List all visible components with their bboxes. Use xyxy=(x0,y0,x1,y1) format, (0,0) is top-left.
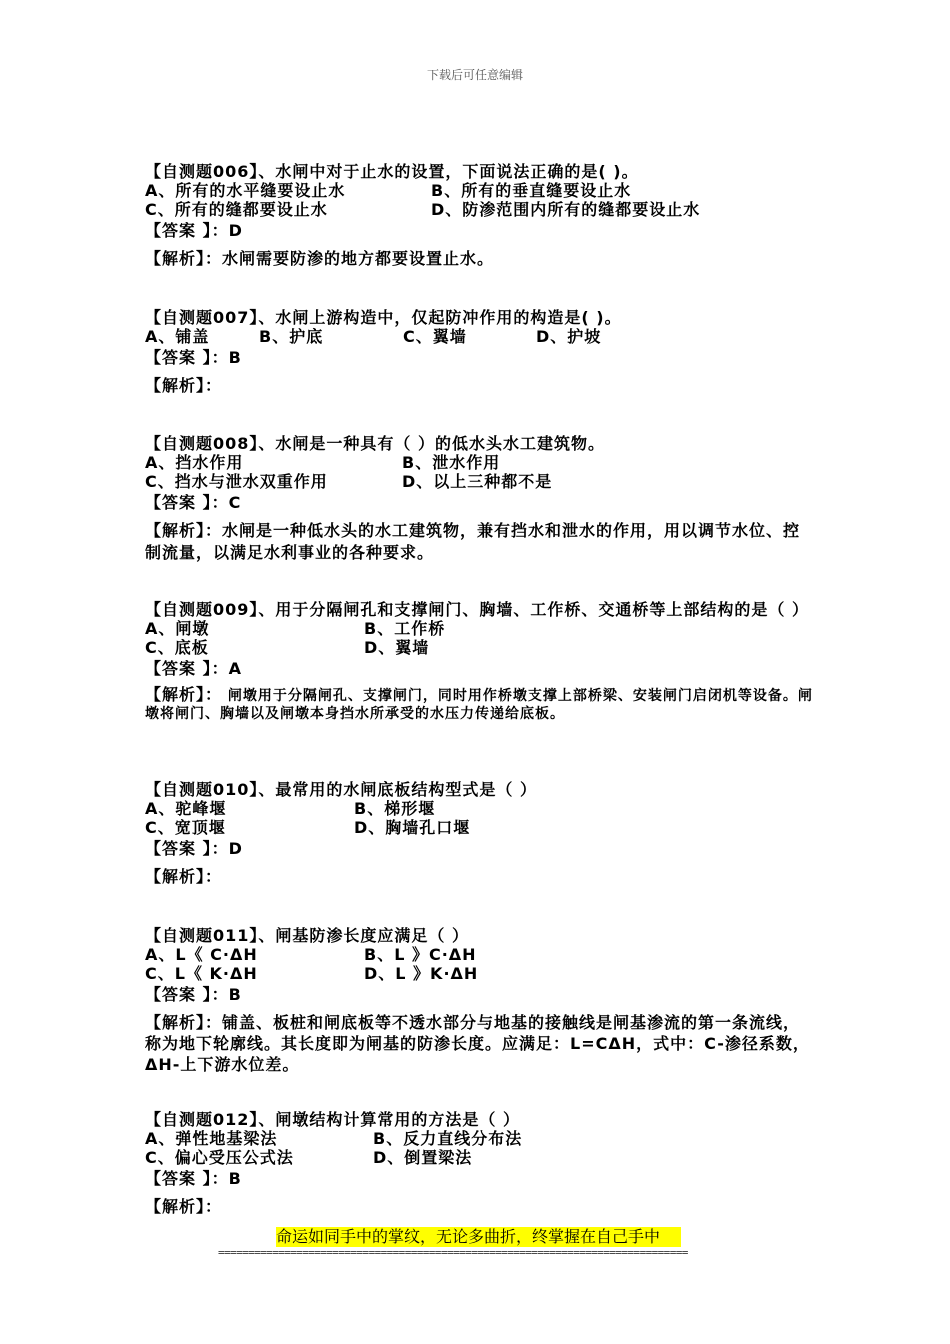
question-stem: 【自测题008】、水闸是一种具有（ ）的低水头水工建筑物。 xyxy=(145,434,605,453)
question-stem: 【自测题012】、闸墩结构计算常用的方法是（ ） xyxy=(145,1110,520,1129)
answer-line: 【答案 】：D xyxy=(145,221,243,240)
option-b: B、工作桥 xyxy=(364,619,446,638)
question-options xyxy=(145,945,815,983)
analysis-text: 铺盖、板桩和闸底板等不透水部分与地基的接触线是闸基渗流的第一条流线，称为地下轮廓线。其长度即为闸基的防渗长度。应满足：L=CΔH，式中：C-渗径系数，ΔH-上下游水位差。 xyxy=(145,1013,810,1074)
option-a: A、弹性地基梁法 xyxy=(145,1129,278,1148)
answer-line: 【答案 】：C xyxy=(145,493,242,512)
option-c: C、底板 xyxy=(145,638,209,657)
analysis-label: 【解析】： xyxy=(145,376,223,395)
option-d: D、以上三种都不是 xyxy=(402,472,553,491)
option-b: B、梯形堰 xyxy=(354,799,436,818)
option-c: C、宽顶堰 xyxy=(145,818,226,837)
question-stem: 【自测题011】、闸基防渗长度应满足（ ） xyxy=(145,926,469,945)
option-a: A、挡水作用 xyxy=(145,453,244,472)
option-a: A、所有的水平缝要设止水 xyxy=(145,181,346,200)
option-b: B、反力直线分布法 xyxy=(373,1129,523,1148)
option-d: D、倒置梁法 xyxy=(373,1148,473,1167)
answer-line: 【答案 】：D xyxy=(145,839,243,858)
header-note: 下载后可任意编辑 xyxy=(426,68,523,82)
question-011 xyxy=(145,926,815,1075)
option-c: C、挡水与泄水双重作用 xyxy=(145,472,328,491)
option-a: A、L《 C·ΔH xyxy=(145,945,258,964)
question-stem: 【自测题006】、水闸中对于止水的设置，下面说法正确的是( )。 xyxy=(145,162,639,181)
option-d: D、防渗范围内所有的缝都要设止水 xyxy=(431,200,701,219)
option-c: C、L《 K·ΔH xyxy=(145,964,258,983)
option-c: C、偏心受压公式法 xyxy=(145,1148,294,1167)
option-a: A、驼峰堰 xyxy=(145,799,227,818)
analysis-text: 闸墩用于分隔闸孔、支撑闸门，同时用作桥墩支撑上部桥梁、安装闸门启闭机等设备。闸墩将闸门、胸墙以及闸墩本身挡水所承受的水压力传递给底板。 xyxy=(145,688,813,722)
option-d: D、护坡 xyxy=(536,327,602,346)
question-stem: 【自测题010】、最常用的水闸底板结构型式是（ ） xyxy=(145,780,537,799)
analysis-label: 【解析】： xyxy=(145,249,223,268)
analysis xyxy=(145,866,815,888)
analysis xyxy=(145,375,815,397)
analysis-text: 水闸需要防渗的地方都要设置止水。 xyxy=(222,249,495,268)
option-b: B、泄水作用 xyxy=(402,453,501,472)
question-stem: 【自测题009】、用于分隔闸孔和支撑闸门、胸墙、工作桥、交通桥等上部结构的是（ ） xyxy=(145,600,809,619)
analysis-label: 【解析】： xyxy=(145,867,223,886)
option-a: A、铺盖 xyxy=(145,327,210,346)
analysis xyxy=(145,1196,815,1218)
question-options xyxy=(145,327,815,346)
option-c: C、所有的缝都要设止水 xyxy=(145,200,328,219)
option-b: B、L 》C·ΔH xyxy=(364,945,477,964)
footer-motto: 命运如同手中的掌纹，无论多曲折，终掌握在自己手中 xyxy=(276,1227,681,1247)
answer-line: 【答案 】：B xyxy=(145,348,242,367)
question-012 xyxy=(145,1110,815,1218)
answer-line: 【答案 】：A xyxy=(145,659,242,678)
analysis-label: 【解析】： xyxy=(145,521,223,540)
question-008 xyxy=(145,434,815,564)
analysis xyxy=(145,686,815,723)
analysis-label: 【解析】： xyxy=(145,685,223,704)
analysis-text: 水闸是一种低水头的水工建筑物，兼有挡水和泄水的作用，用以调节水位、控制流量，以满足水利事业的各种要求。 xyxy=(145,521,801,562)
question-options xyxy=(145,181,815,219)
answer-line: 【答案 】：B xyxy=(145,1169,242,1188)
option-c: C、翼墙 xyxy=(403,327,467,346)
option-d: D、翼墙 xyxy=(364,638,430,657)
analysis xyxy=(145,248,815,270)
analysis xyxy=(145,1012,815,1075)
question-options xyxy=(145,799,815,837)
question-010 xyxy=(145,780,815,888)
analysis-label: 【解析】： xyxy=(145,1013,223,1032)
option-d: D、L 》K·ΔH xyxy=(364,964,479,983)
answer-line: 【答案 】：B xyxy=(145,985,242,1004)
question-009 xyxy=(145,600,815,723)
option-b: B、护底 xyxy=(259,327,324,346)
question-stem: 【自测题007】、水闸上游构造中，仅起防冲作用的构造是( )。 xyxy=(145,308,622,327)
option-b: B、所有的垂直缝要设止水 xyxy=(431,181,632,200)
option-a: A、闸墩 xyxy=(145,619,210,638)
footer-rule: ============================================================================== xyxy=(218,1246,688,1259)
question-006 xyxy=(145,162,815,270)
question-options xyxy=(145,453,815,491)
analysis xyxy=(145,520,815,564)
option-d: D、胸墙孔口堰 xyxy=(354,818,471,837)
question-options xyxy=(145,1129,815,1167)
question-options xyxy=(145,619,815,657)
analysis-label: 【解析】： xyxy=(145,1197,223,1216)
question-007 xyxy=(145,308,815,397)
